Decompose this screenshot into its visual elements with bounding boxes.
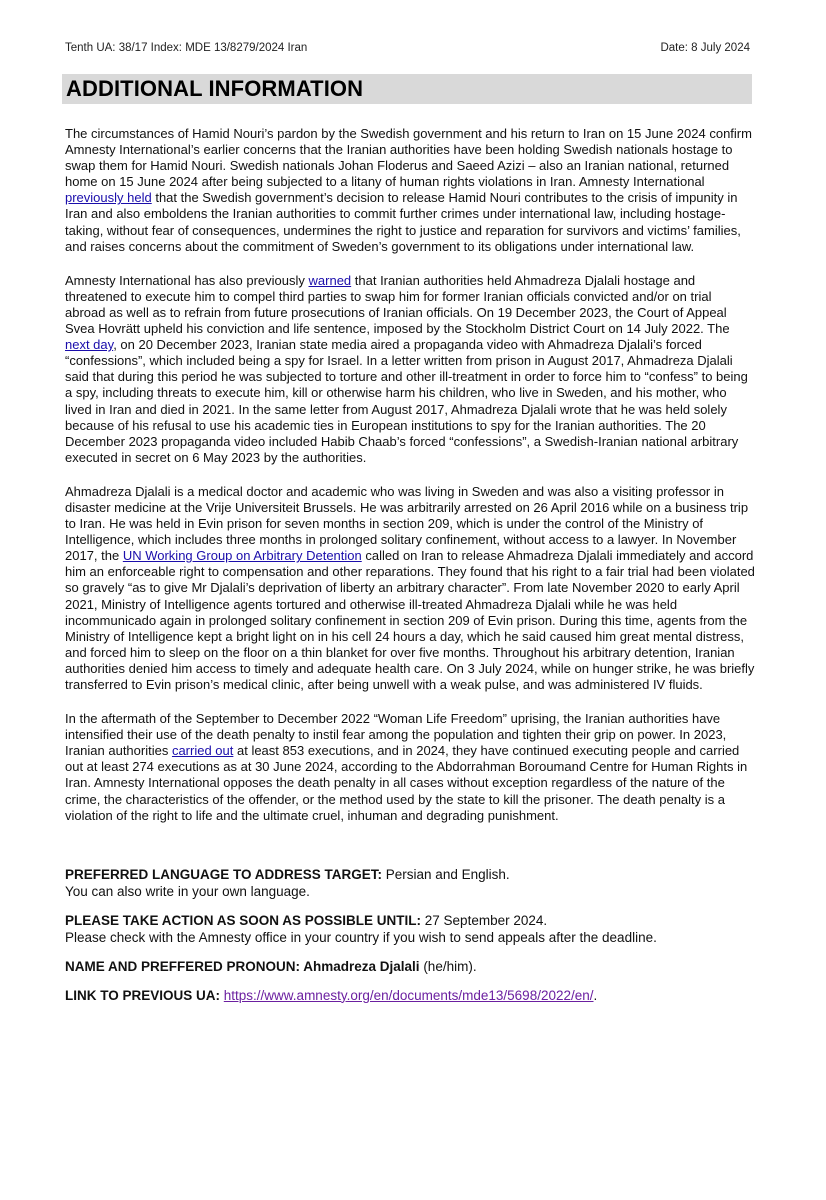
deadline-field: [65, 912, 755, 946]
name-pronoun-field: [65, 958, 755, 975]
un-working-group-link[interactable]: UN Working Group on Arbitrary Detention: [122, 548, 362, 564]
carried-out-link[interactable]: carried out: [171, 743, 234, 759]
previously-held-link[interactable]: previously held: [65, 190, 152, 206]
previous-ua-label: LINK TO PREVIOUS UA:: [65, 987, 221, 1003]
name-pronoun-label: NAME AND PREFFERED PRONOUN:: [65, 958, 301, 974]
section-banner: [62, 74, 752, 104]
paragraph-death-penalty: In the aftermath of the September to December 2022 “Woman Life Freedom” uprising, the Iranian authorities have intensified their use of the death penalty to instil fear among the population and tighten their grip on power. In 2023, Iranian authorities carried out at least 853 executions, and in 2024, they have continued executing people and carried out at least 274 executions as at 30 June 2024, according to the Abdorrahman Boroumand Centre for Human Rights in Iran. Amnesty International opposes the death penalty in all cases without exception regardless of the nature of the crime, the characteristics of the offender, or the method used by the state to kill the prisoner. The death penalty is a violation of the right to life and the ultimate cruel, inhuman and degrading punishment.: [65, 711, 748, 823]
page-header: [65, 42, 750, 54]
action-fields: [65, 866, 755, 1004]
pronoun-value: (he/him).: [419, 958, 477, 974]
warned-link[interactable]: warned: [308, 272, 352, 288]
document-index: Tenth UA: 38/17 Index: MDE 13/8279/2024 Iran: [65, 42, 308, 54]
main-content: [65, 126, 755, 1016]
paragraph-djalali-hostage: Amnesty International has also previously warned that Iranian authorities held Ahmadreza Djalali hostage and threatened to execute him to compel third parties to swap him for former Iranian officials convicted and/or on trial abroad as well as to refrain from future prosecutions of Iranian officials. On 19 December 2023, the Court of Appeal Svea Hovrätt upheld his conviction and life sentence, imposed by the Stockholm District Court on 14 July 2022. The next day, on 20 December 2023, Iranian state media aired a propaganda video with Ahmadreza Djalali’s forced “confessions”, which included being a spy for Israel. In a letter written from prison in August 2017, Ahmadreza Djalali said that during this period he was subjected to torture and other ill-treatment in order to force him to “confess” to being a spy, including threats to execute him, kill or otherwise harm his children, who live in Sweden, and his mother, who lived in Iran and died in 2021. In the same letter from August 2017, Ahmadreza Djalali wrote that he was held solely because of his refusal to use his academic ties in European institutions to spy for the Iranian authorities. The 20 December 2023 propaganda video included Habib Chaab’s forced “confessions”, a Swedish-Iranian national arbitrary executed in secret on 6 May 2023 by the authorities.: [65, 272, 748, 465]
previous-ua-link[interactable]: https://www.amnesty.org/en/documents/mde13/5698/2022/en/: [223, 987, 594, 1003]
name-value: Ahmadreza Djalali: [300, 958, 420, 974]
preferred-language-note: You can also write in your own language.: [65, 883, 310, 899]
deadline-value: 27 September 2024.: [421, 912, 548, 928]
document-date: Date: 8 July 2024: [660, 42, 750, 54]
next-day-link[interactable]: next day: [65, 337, 114, 353]
preferred-language-value: Persian and English.: [382, 866, 510, 882]
preferred-language-label: PREFERRED LANGUAGE TO ADDRESS TARGET:: [65, 866, 383, 882]
paragraph-nouri-pardon: The circumstances of Hamid Nouri’s pardon by the Swedish government and his return to Iran on 15 June 2024 confirm Amnesty International’s earlier concerns that the Iranian authorities have been holding Swedish nationals hostage to swap them for Hamid Nouri. Swedish nationals Johan Floderus and Saeed Azizi – also an Iranian national, returned home on 15 June 2024 after being subjected to a litany of human rights violations in Iran. Amnesty International previously held that the Swedish government’s decision to release Hamid Nouri contributes to the crisis of impunity in Iran and also emboldens the Iranian authorities to commit further crimes under international law, including hostage-taking, without fear of consequences, undermines the right to justice and reparation for survivors and victims’ families, and raises concerns about the commitment of Sweden’s government to its obligations under international law.: [65, 126, 752, 254]
previous-ua-field: LINK TO PREVIOUS UA: https://www.amnesty.org/en/documents/mde13/5698/2022/en/.: [65, 987, 598, 1003]
deadline-label: PLEASE TAKE ACTION AS SOON AS POSSIBLE UNTIL:: [65, 912, 422, 928]
preferred-language-field: [65, 866, 755, 900]
paragraph-djalali-background: Ahmadreza Djalali is a medical doctor and academic who was living in Sweden and was also a visiting professor in disaster medicine at the Vrije Universiteit Brussels. He was arbitrarily arrested on 26 April 2016 while on a business trip to Iran. He was held in Evin prison for seven months in section 209, which is under the control of the Ministry of Intelligence, which includes three months in prolonged solitary confinement, without access to a lawyer. In November 2017, the UN Working Group on Arbitrary Detention called on Iran to release Ahmadreza Djalali immediately and accord him an enforceable right to compensation and other reparations. They found that his right to a fair trial had been violated so gravely “as to give Mr Djalali’s deprivation of liberty an arbitrary character”. From late November 2020 to early April 2021, Ministry of Intelligence agents tortured and otherwise ill-treated Ahmadreza Djalali while he was held incommunicado again in prolonged solitary confinement in section 209 of Evin prison. During this time, agents from the Ministry of Intelligence kept a bright light on in his cell 24 hours a day, which he said caused him great mental distress, and forced him to sleep on the floor on a thin blanket for over five months. Throughout his arbitrary detention, Iranian authorities denied him access to timely and adequate health care. On 3 July 2024, while on hunger strike, he was briefly transferred to Evin prison’s medical clinic, after being unwell with a weak pulse, and was administered IV fluids.: [65, 483, 755, 692]
deadline-note: Please check with the Amnesty office in your country if you wish to send appeals after the deadline.: [65, 929, 657, 945]
section-title: ADDITIONAL INFORMATION: [66, 76, 364, 101]
